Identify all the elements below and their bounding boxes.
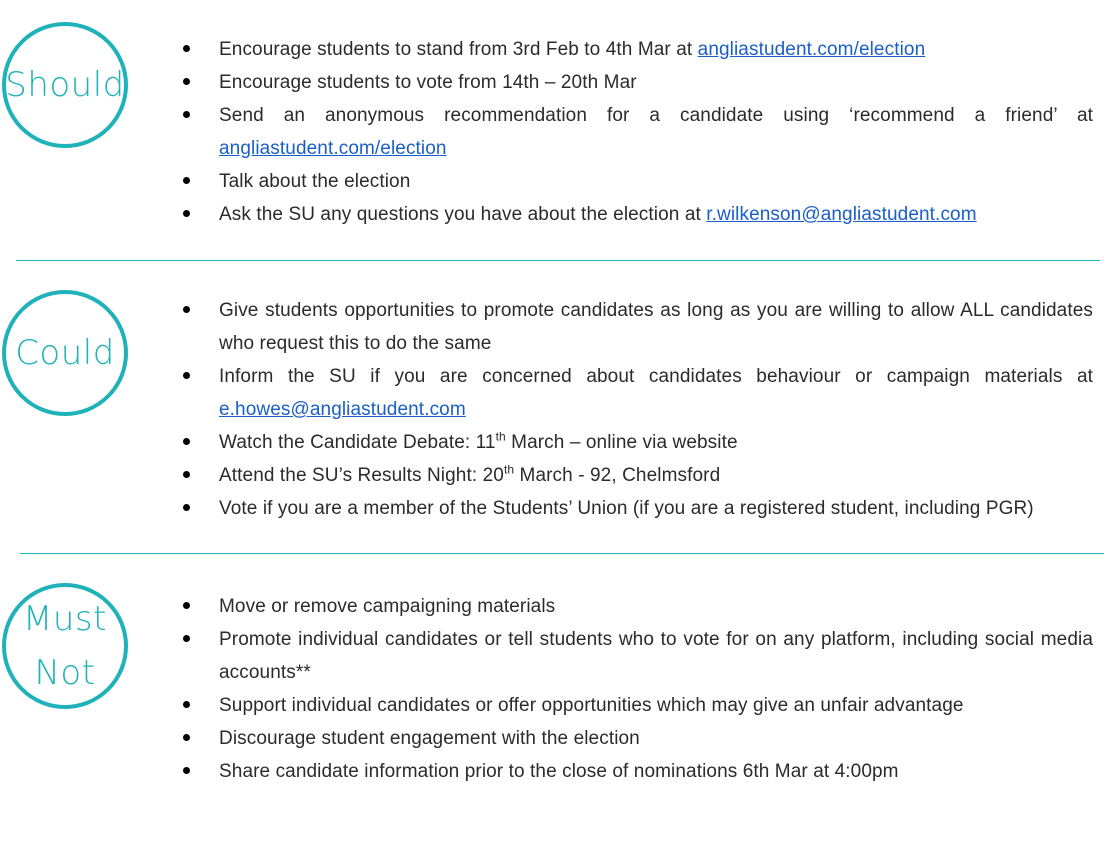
item-text: March - 92, Chelmsford [514,465,721,486]
list-item [183,755,1093,788]
item-text: Inform the SU if you are concerned about candidates behaviour or campaign materials at [219,366,1093,387]
must-not-label-line1: Must [23,599,107,639]
should-list [183,33,1093,231]
ordinal-suffix: th [503,462,515,477]
could-label: Could [15,333,115,373]
item-text: Share candidate information prior to the close of nominations 6th Mar at 4:00pm [219,761,899,782]
email-link[interactable]: e.howes@angliastudent.com [219,399,466,420]
section-divider [20,553,1104,554]
section-divider [16,260,1100,261]
list-item [183,623,1093,689]
item-text: Encourage students to vote from 14th – 20th Mar [219,72,637,93]
could-list [183,294,1093,525]
item-text: Talk about the election [219,171,411,192]
item-text: Encourage students to stand from 3rd Feb to 4th Mar at [219,39,698,60]
item-text: Send an anonymous recommendation for a candidate using ‘recommend a friend’ at [219,105,1093,126]
list-item [183,294,1093,360]
list-item [183,33,1093,66]
item-text: Ask the SU any questions you have about the election at [219,204,707,225]
item-text: Promote individual candidates or tell students who to vote for on any platform, including social media accounts** [219,629,1093,683]
list-item [183,66,1093,99]
list-item [183,99,1093,165]
item-text: Support individual candidates or offer opportunities which may give an unfair advantage [219,695,964,716]
list-item [183,198,1093,231]
item-text: Watch the Candidate Debate: 11 [219,432,496,453]
ordinal-suffix: th [495,429,506,444]
could-circle-badge [2,290,128,416]
list-item [183,459,1093,492]
list-item [183,360,1093,426]
list-item [183,689,1093,722]
list-item [183,165,1093,198]
should-label: Should [5,65,125,105]
list-item [183,722,1093,755]
must-not-circle-badge [2,583,128,709]
email-link[interactable]: r.wilkenson@angliastudent.com [706,204,977,225]
must-not-list [183,590,1093,788]
item-text: Move or remove campaigning materials [219,596,556,617]
list-item [183,590,1093,623]
must-not-label-line2: Not [34,653,96,693]
election-link[interactable]: angliastudent.com/election [697,39,926,60]
item-text: Give students opportunities to promote candidates as long as you are willing to allow ALL candidates who request this to do the same [219,300,1093,354]
item-text: Vote if you are a member of the Students’ Union (if you are a registered student, including PGR) [219,498,1034,519]
election-link[interactable]: angliastudent.com/election [219,138,447,159]
item-text: Discourage student engagement with the election [219,728,640,749]
list-item [183,492,1093,525]
should-circle-badge [2,22,128,148]
item-text: March – online via website [505,432,738,453]
list-item [183,426,1093,459]
item-text: Attend the SU’s Results Night: 20 [219,465,504,486]
